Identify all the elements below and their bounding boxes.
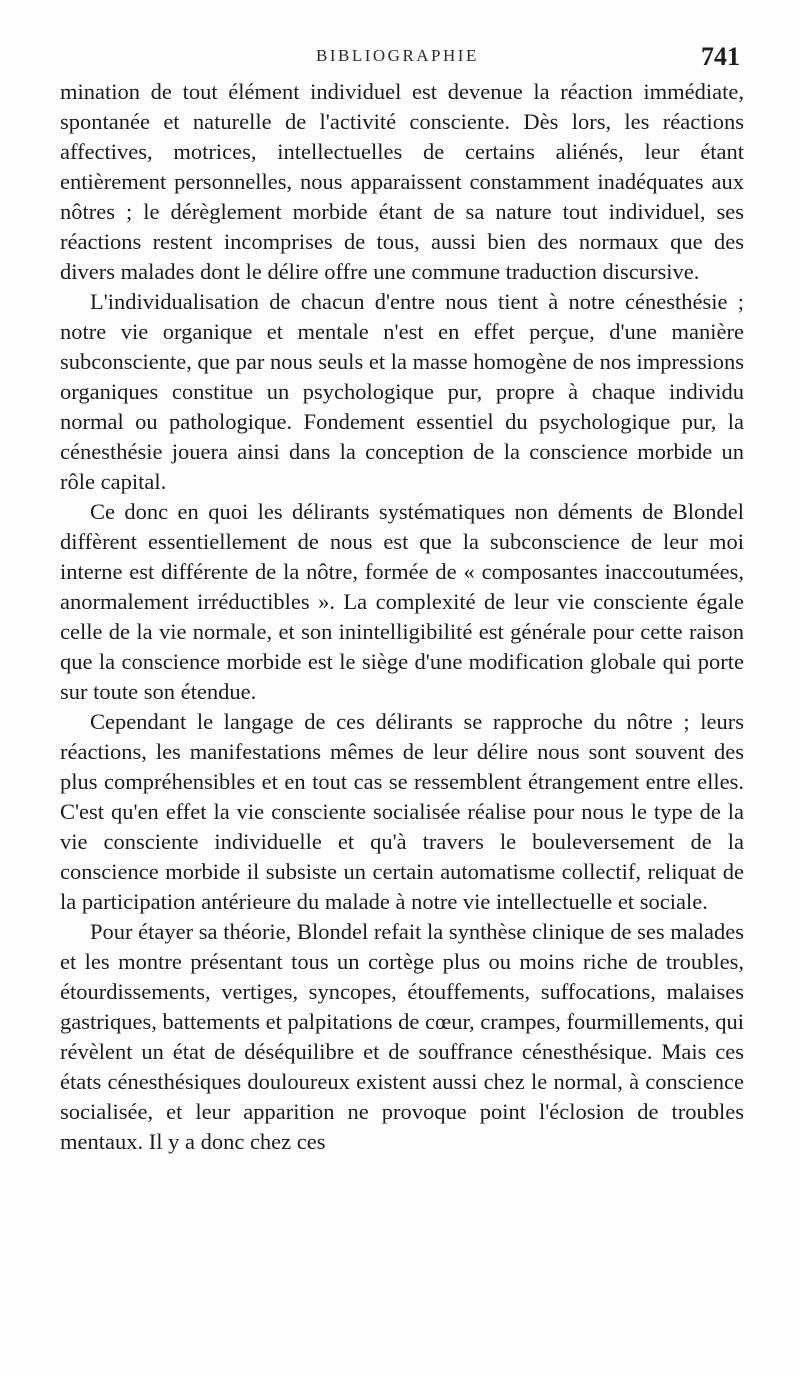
body-text — [60, 77, 744, 1157]
paragraph: Ce donc en quoi les délirants systématiques non déments de Blondel diffèrent essentiellement de nous est que la subconscience de leur moi interne est différente de la nôtre, formée de « composantes inaccoutumées, anormalement irréductibles ». La complexité de leur vie consciente égale celle de la vie normale, et son inintelligibilité est générale pour cette raison que la conscience morbide est le siège d'une modification globale qui porte sur toute son étendue. — [60, 499, 744, 704]
paragraph: Cependant le langage de ces délirants se rapproche du nôtre ; leurs réactions, les manifestations mêmes de leur délire nous sont souvent des plus compréhensibles et en tout cas se ressemblent étrangement entre elles. C'est qu'en effet la vie consciente socialisée réalise pour nous le type de la vie consciente individuelle et qu'à travers le bouleversement de la conscience morbide il subsiste un certain automatisme collectif, reliquat de la participation antérieure du malade à notre vie intellectuelle et sociale. — [60, 709, 744, 914]
page-number: 741 — [701, 42, 740, 71]
running-head-title: BIBLIOGRAPHIE — [316, 46, 479, 65]
paragraph: Pour étayer sa théorie, Blondel refait la synthèse clinique de ses malades et les montre présentant tous un cortège plus ou moins riche de troubles, étourdissements, vertiges, syncopes, étouffements, suffocations, malaises gastriques, battements et palpitations de cœur, crampes, fourmillements, qui révèlent un état de déséquilibre et de souffrance cénesthésique. Mais ces états cénesthésiques douloureux existent aussi chez le normal, à conscience socialisée, et leur apparition ne provoque point l'éclosion de troubles mentaux. Il y a donc chez ces — [60, 919, 744, 1154]
running-head — [60, 42, 740, 74]
paragraph: L'individualisation de chacun d'entre nous tient à notre cénesthésie ; notre vie organique et mentale n'est en effet perçue, d'une manière subconsciente, que par nous seuls et la masse homogène de nos impressions organiques constitue un psychologique pur, propre à chaque individu normal ou pathologique. Fondement essentiel du psychologique pur, la cénesthésie jouera ainsi dans la conception de la conscience morbide un rôle capital. — [60, 289, 744, 494]
paragraph-continued: mination de tout élément individuel est devenue la réaction immédiate, spontanée et naturelle de l'activité consciente. Dès lors, les réactions affectives, motrices, intellectuelles de certains aliénés, leur étant entièrement personnelles, nous apparaissent constamment inadéquates aux nôtres ; le dérèglement morbide étant de sa nature tout individuel, ses réactions restent incomprises de tous, aussi bien des normaux que des divers malades dont le délire offre une commune traduction discursive. — [60, 79, 744, 284]
